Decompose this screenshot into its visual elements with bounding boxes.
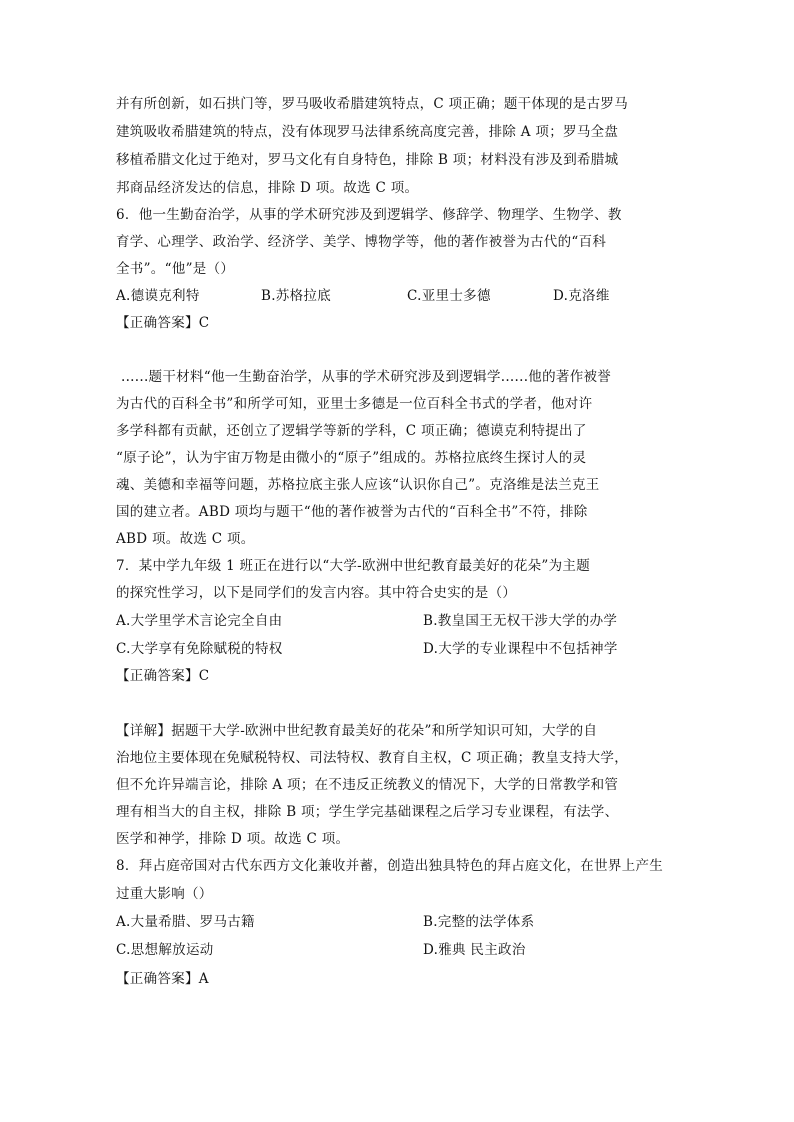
- q7-option-c: C.大学享有免除赋税的特权: [116, 641, 283, 657]
- paragraph-line: 邦商品经济发达的信息，排除 D 项。故选 C 项。: [116, 180, 419, 196]
- q7-explanation-line: 理有相当大的自主权，排除 B 项；学生学完基础课程之后学习专业课程，有法学、: [116, 804, 619, 820]
- q6-option-c: C.亚里士多德: [407, 288, 491, 304]
- q7-option-d: D.大学的专业课程中不包括神学: [423, 641, 618, 657]
- q8-option-d: D.雅典 民主政治: [423, 942, 526, 958]
- q7-answer: 【正确答案】C: [116, 668, 210, 684]
- q6-explanation-line: ......题干材料“他一生勤奋治学，从事的学术研究涉及到逻辑学......他的著作被誉: [121, 369, 612, 385]
- question-8-stem: 8．拜占庭帝国对古代东西方文化兼收并蓄，创造出独具特色的拜占庭文化，在世界上产生: [116, 858, 664, 874]
- paragraph-line: 建筑吸收希腊建筑的特点，没有体现罗马法律系统高度完善，排除 A 项；罗马全盘: [116, 124, 619, 140]
- q8-option-b: B.完整的法学体系: [423, 914, 535, 930]
- q8-option-a: A.大量希腊、罗马古籍: [116, 914, 255, 930]
- q7-explanation-line: 医学和神学，排除 D 项。故选 C 项。: [116, 831, 350, 847]
- q6-option-d: D.克洛维: [553, 288, 610, 304]
- paragraph-line: 移植希腊文化过于绝对，罗马文化有自身特色，排除 B 项；材料没有涉及到希腊城: [116, 152, 619, 168]
- q6-option-a: A.德谟克利特: [116, 288, 200, 304]
- q6-answer: 【正确答案】C: [116, 315, 210, 331]
- question-8-stem: 过重大影响（）: [116, 886, 213, 902]
- q7-explanation-line: 【详解】据题干大学-欧洲中世纪教育最美好的花朵”和所学知识可知，大学的自: [116, 723, 598, 739]
- question-6-stem: 全书”。“他”是（）: [116, 261, 235, 277]
- q6-explanation-line: “原子论”，认为宇宙万物是由微小的“原子”组成的。苏格拉底终生探讨人的灵: [116, 450, 587, 466]
- question-7-stem: 的探究性学习，以下是同学们的发言内容。其中符合史实的是（）: [116, 585, 517, 601]
- question-6-stem: 育学、心理学、政治学、经济学、美学、博物学等，他的著作被誉为古代的“百科: [116, 234, 607, 250]
- q7-option-a: A.大学里学术言论完全自由: [116, 613, 283, 629]
- q6-option-b: B.苏格拉底: [261, 288, 332, 304]
- q6-explanation-line: 多学科都有贡献，还创立了逻辑学等新的学科，C 项正确；德谟克利特提出了: [116, 423, 587, 439]
- q6-explanation-line: 国的建立者。ABD 项均与题干“他的著作被誉为古代的“百科全书”不符，排除: [116, 504, 588, 520]
- q7-explanation-line: 治地位主要体现在免赋税特权、司法特权、教育自主权，C 项正确；教皇支持大学，: [116, 750, 629, 766]
- q8-answer: 【正确答案】A: [116, 971, 209, 987]
- paragraph-line: 并有所创新，如石拱门等，罗马吸收希腊建筑特点，C 项正确；题干体现的是古罗马: [116, 96, 629, 112]
- q8-option-c: C.思想解放运动: [116, 942, 214, 958]
- q6-explanation-line: 为古代的百科全书”和所学可知，亚里士多德是一位百科全书式的学者，他对许: [116, 396, 593, 412]
- q6-explanation-line: 魂、美德和幸福等问题，苏格拉底主张人应该“认识你自己”。克洛维是法兰克王: [116, 477, 600, 493]
- question-6-stem: 6．他一生勤奋治学，从事的学术研究涉及到逻辑学、修辞学、物理学、生物学、教: [116, 207, 622, 223]
- q7-option-b: B.教皇国王无权干涉大学的办学: [423, 613, 618, 629]
- question-7-stem: 7．某中学九年级 1 班正在进行以“大学-欧洲中世纪教育最美好的花朵”为主题: [116, 558, 591, 574]
- q6-explanation-line: ABD 项。故选 C 项。: [116, 531, 255, 547]
- q7-explanation-line: 但不允许异端言论，排除 A 项；在不违反正统教义的情况下，大学的日常教学和管: [116, 777, 619, 793]
